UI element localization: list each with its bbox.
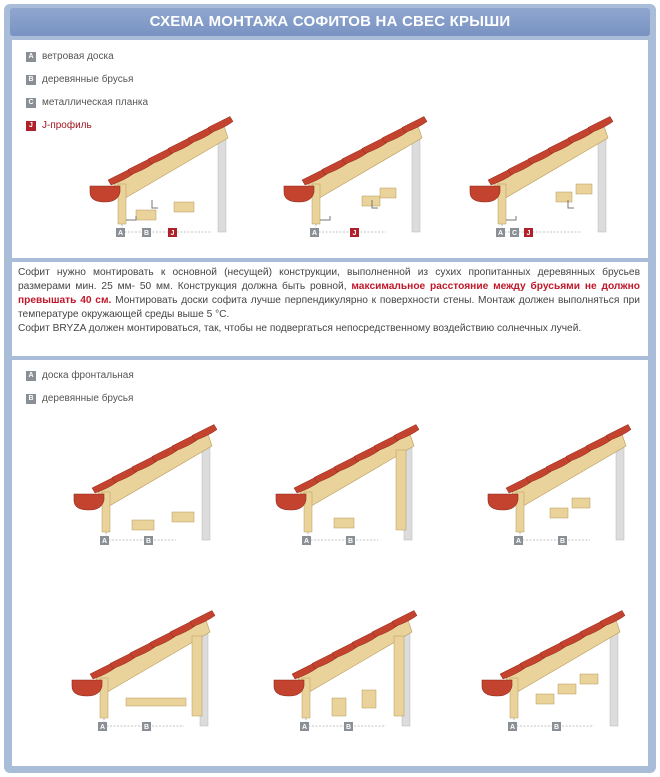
gutter [488,494,518,510]
roof-tiles [506,425,631,494]
label-text-a: A [303,538,310,545]
label-text-b: B [345,724,352,731]
label-text-a: A [117,230,124,237]
top-diagram-1 [78,92,248,242]
batten [136,210,156,220]
legend-text-c: металлическая планка [42,97,149,108]
top-diagram-3 [458,92,628,242]
page-title: СХЕМА МОНТАЖА СОФИТОВ НА СВЕС КРЫШИ [10,8,650,36]
batten [572,498,590,508]
batten [334,518,354,528]
label-text-j: J [352,230,357,237]
leader-line [520,532,590,540]
label-text-a: A [515,538,522,545]
wall [616,440,624,540]
batten [362,196,380,206]
label-text-a: A [311,230,318,237]
text-p2: Софит BRYZA должен монтироваться, так, чтобы не подвергаться непосредственному воздействию солнечных лучей. [18,323,582,334]
badge-bottom-b: B [26,394,36,404]
label-text-a: A [99,724,106,731]
batten [132,520,154,530]
text-p1: Софит нужно монтировать к основной (несущей) конструкции, выполненной из сухих пропитанных деревянных брусьев размерами мин. 25 мм- 50 мм. Конструкция должна быть ровной, [18,267,640,292]
bottom-diagram-2 [264,400,434,550]
installation-text [18,266,640,336]
wall [202,440,210,540]
label-text-b: B [143,724,150,731]
batten [126,698,186,706]
bottom-diagram-4 [60,586,230,736]
badge-b: B [26,75,36,85]
roof-tiles [302,117,427,186]
batten [576,184,592,194]
batten [362,690,376,708]
legend-item-b [26,68,148,91]
batten [580,674,598,684]
batten [558,684,576,694]
wall [412,132,420,232]
batten [172,512,194,522]
roof-tiles [108,117,233,186]
support-post [192,636,202,716]
legend-bottom-text-a: доска фронтальная [42,370,134,381]
label-text-j: J [170,230,175,237]
label-text-j: J [526,230,531,237]
legend-item-a [26,45,148,68]
label-text-b: B [559,538,566,545]
rafter [512,434,626,508]
bottom-diagram-3 [476,400,646,550]
bottom-diagram-5 [262,586,432,736]
label-text-b: B [347,538,354,545]
support-post [394,636,404,716]
top-diagram-2 [272,92,442,242]
label-text-a: A [301,724,308,731]
legend-text-a: ветровая доска [42,51,114,62]
badge-c: C [26,98,36,108]
leader-line [308,532,378,540]
label-text-a: A [509,724,516,731]
gutter [276,494,306,510]
gutter [482,680,512,696]
rafter [506,620,620,694]
gutter [284,186,314,202]
batten [556,192,572,202]
leader-line [122,224,212,232]
batten [174,202,194,212]
gutter [90,186,120,202]
roof-tiles [488,117,613,186]
rafter [98,434,212,508]
wall [598,132,606,232]
badge-a: A [26,52,36,62]
batten [536,694,554,704]
legend-text-j: J-профиль [42,120,92,131]
bottom-diagram-6 [470,586,640,736]
text-panel [12,262,648,356]
batten [380,188,396,198]
gutter [274,680,304,696]
label-text-b: B [145,538,152,545]
gutter [74,494,104,510]
gutter [72,680,102,696]
text-p1-tail: Монтировать доски софита лучше перпендикулярно к поверхности стены. Монтаж должен выполняться при температуре окружающей среды выше 5 °С. [18,295,640,320]
label-text-a: A [497,230,504,237]
label-text-b: B [553,724,560,731]
wall [218,132,226,232]
roof-tiles [500,611,625,680]
legend-text-b: деревянные брусья [42,74,134,85]
label-text-c: C [511,230,518,237]
leader-line [106,532,176,540]
roof-tiles [92,425,217,494]
bottom-diagram-1 [62,400,232,550]
j-profile [506,200,574,220]
batten [332,698,346,716]
badge-bottom-a: A [26,371,36,381]
label-text-a: A [101,538,108,545]
badge-j: J [26,121,36,131]
wall [610,626,618,726]
rafter [114,126,228,200]
legend-bottom-item-a [26,364,134,387]
support-post [396,450,406,530]
batten [550,508,568,518]
rafter [308,126,422,200]
legend-bottom-text-b: деревянные брусья [42,393,134,404]
gutter [470,186,500,202]
label-text-b: B [143,230,150,237]
text-highlight: максимальное расстояние между брусьями не должно превышать 40 см. [18,281,640,306]
